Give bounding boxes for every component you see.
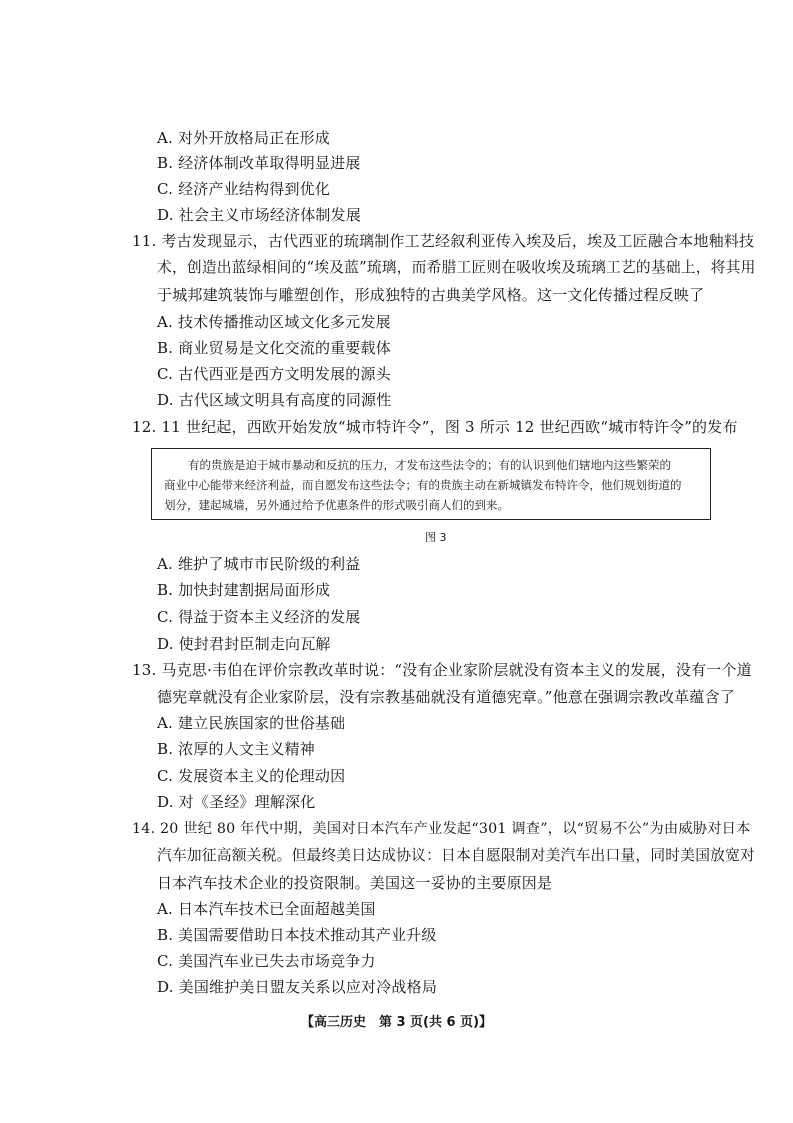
q13-option-d: D. 对《圣经》理解深化 <box>157 793 316 811</box>
q11-stem-line-3: 于城邦建筑装饰与雕塑创作，形成独特的古典美学风格。这一文化传播过程反映了 <box>157 286 705 304</box>
q13-stem-line-1: 13. 马克思·韦伯在评价宗教改革时说：“没有企业家阶层就没有资本主义的发展，没有一个道 <box>132 661 752 679</box>
figure-3-caption: 图 3 <box>425 531 447 544</box>
q14-option-a: A. 日本汽车技术已全面超越美国 <box>157 900 376 918</box>
q10-option-c: C. 经济产业结构得到优化 <box>157 180 331 198</box>
q13-option-b: B. 浓厚的人文主义精神 <box>157 740 315 758</box>
q13-option-a: A. 建立民族国家的世俗基础 <box>157 714 346 732</box>
q10-option-d: D. 社会主义市场经济体制发展 <box>157 206 362 224</box>
q14-stem-line-3: 日本汽车技术企业的投资限制。美国这一妥协的主要原因是 <box>157 874 553 892</box>
q11-option-d: D. 古代区域文明具有高度的同源性 <box>157 391 392 409</box>
q14-option-d: D. 美国维护美日盟友关系以应对冷战格局 <box>157 978 438 996</box>
q11-option-c: C. 古代西亚是西方文明发展的源头 <box>157 365 391 383</box>
q14-option-c: C. 美国汽车业已失去市场竞争力 <box>157 952 376 970</box>
q12-option-a: A. 维护了城市市民阶级的利益 <box>157 555 361 573</box>
q12-stem: 12. 11 世纪起，西欧开始发放“城市特许令”，图 3 所示 12 世纪西欧“城市特许令”的发布 <box>132 418 738 436</box>
q14-stem-line-1: 14. 20 世纪 80 年代中期，美国对日本汽车产业发起“301 调查”，以“贸易不公”为由威胁对日本 <box>132 821 751 837</box>
q12-box-line-2: 商业中心能带来经济利益，而自愿发布这些法令；有的贵族主动在新城镇发布特许令，他们规划街道的 <box>164 478 682 492</box>
q12-box-line-3: 划分，建起城墙，另外通过给予优惠条件的形式吸引商人们的到来。 <box>164 498 509 512</box>
q11-option-a: A. 技术传播推动区域文化多元发展 <box>157 313 391 331</box>
q12-box-line-1: 有的贵族是迫于城市暴动和反抗的压力，才发布这些法令的；有的认识到他们辖地内这些繁荣的 <box>188 458 671 472</box>
q10-option-b: B. 经济体制改革取得明显进展 <box>157 154 361 172</box>
q11-stem-line-2: 术，创造出蓝绿相间的“埃及蓝”琉璃，而希腊工匠则在吸收埃及琉璃工艺的基础上，将其用 <box>157 259 756 276</box>
q13-option-c: C. 发展资本主义的伦理动因 <box>157 767 346 785</box>
q12-option-c: C. 得益于资本主义经济的发展 <box>157 608 361 626</box>
q11-stem-line-1: 11. 考古发现显示，古代西亚的琉璃制作工艺经叙利亚传入埃及后，埃及工匠融合本地釉料技 <box>132 232 755 250</box>
q10-option-a: A. 对外开放格局正在形成 <box>157 129 330 147</box>
q14-option-b: B. 美国需要借助日本技术推动其产业升级 <box>157 926 437 944</box>
q13-stem-line-2: 德宪章就没有企业家阶层，没有宗教基础就没有道德宪章。”他意在强调宗教改革蕴含了 <box>157 688 735 706</box>
q11-option-b: B. 商业贸易是文化交流的重要载体 <box>157 339 391 357</box>
q12-source-box <box>151 448 711 520</box>
q12-option-b: B. 加快封建割据局面形成 <box>157 581 331 599</box>
page-footer: 【高三历史 第 3 页(共 6 页)】 <box>300 1015 493 1030</box>
q12-option-d: D. 使封君封臣制走向瓦解 <box>157 635 331 653</box>
q14-stem-line-2: 汽车加征高额关税。但最终美日达成协议：日本自愿限制对美汽车出口量，同时美国放宽对 <box>157 847 755 864</box>
